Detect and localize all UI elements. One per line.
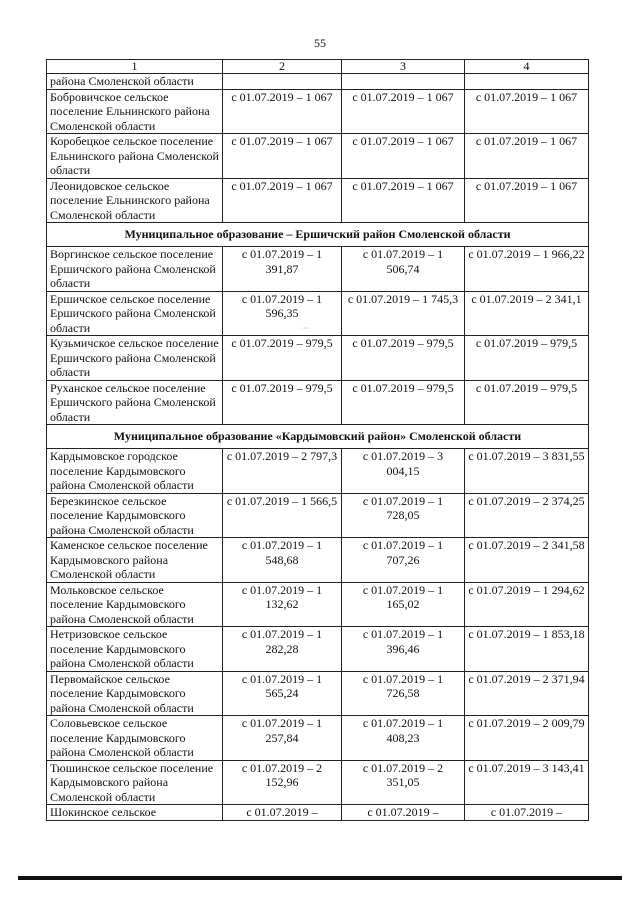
table-row — [47, 538, 589, 583]
table-row — [47, 380, 589, 425]
table-row — [47, 627, 589, 672]
table-row — [47, 716, 589, 761]
tariff-cell-c2: с 01.07.2019 – 2 797,3 — [223, 449, 342, 494]
tariff-cell-c4: с 01.07.2019 – 979,5 — [465, 380, 589, 425]
section-header: Муниципальное образование «Кардымовский район» Смоленской области — [47, 425, 589, 449]
column-header-4: 4 — [465, 60, 589, 74]
table-row — [47, 760, 589, 805]
table-row — [47, 336, 589, 381]
continuation-cell: района Смоленской области — [47, 74, 223, 90]
settlement-name-cell: Первомайское сельское поселение Кардымовского района Смоленской области — [47, 671, 223, 716]
settlement-name-cell: Каменское сельское поселение Кардымовского района Смоленской области — [47, 538, 223, 583]
table-row — [47, 449, 589, 494]
tariff-cell-c2: с 01.07.2019 – 979,5 — [223, 380, 342, 425]
tariff-cell-c3: с 01.07.2019 – 979,5 — [342, 336, 465, 381]
settlement-name-cell: Коробецкое сельское поселение Ельнинского района Смоленской области — [47, 134, 223, 179]
tariff-cell-c3: с 01.07.2019 – 3 004,15 — [342, 449, 465, 494]
tariff-cell-c3: с 01.07.2019 – 1 165,02 — [342, 582, 465, 627]
tariff-cell-c3: с 01.07.2019 – 1 067 — [342, 89, 465, 134]
tariff-cell-c2: с 01.07.2019 – 1 566,5 — [223, 493, 342, 538]
table-row — [47, 247, 589, 292]
tariff-cell-c4: с 01.07.2019 – 1 294,62 — [465, 582, 589, 627]
column-header-1: 1 — [47, 60, 223, 74]
tariff-cell-c4: с 01.07.2019 – 2 374,25 — [465, 493, 589, 538]
continuation-row — [47, 74, 589, 90]
tariff-cell-c3: с 01.07.2019 – 1 067 — [342, 178, 465, 223]
settlement-name-cell: Березкинское сельское поселение Кардымовского района Смоленской области — [47, 493, 223, 538]
settlement-name-cell: Шокинское сельское — [47, 805, 223, 821]
tariff-cell-c4: с 01.07.2019 – 1 067 — [465, 134, 589, 179]
tariff-cell-c2: с 01.07.2019 – 1 132,62 — [223, 582, 342, 627]
table-body — [47, 74, 589, 821]
tariff-table — [46, 59, 589, 821]
settlement-name-cell: Соловьевское сельское поселение Кардымовского района Смоленской области — [47, 716, 223, 761]
table-row — [47, 671, 589, 716]
settlement-name-cell: Кузьмичское сельское поселение Ершичского района Смоленской области — [47, 336, 223, 381]
tariff-cell-c4: с 01.07.2019 – 2 341,1 — [465, 291, 589, 336]
settlement-name-cell: Нетризовское сельское поселение Кардымовского района Смоленской области — [47, 627, 223, 672]
tariff-cell-c4: с 01.07.2019 – 2 371,94 — [465, 671, 589, 716]
tariff-cell-c3: с 01.07.2019 – 979,5 — [342, 380, 465, 425]
section-header-row — [47, 425, 589, 449]
table-row — [47, 89, 589, 134]
column-header-3: 3 — [342, 60, 465, 74]
tariff-cell-c4: с 01.07.2019 – 3 831,55 — [465, 449, 589, 494]
tariff-cell-c3: с 01.07.2019 – 1 726,58 — [342, 671, 465, 716]
tariff-cell-c3: с 01.07.2019 – 2 351,05 — [342, 760, 465, 805]
section-header-row — [47, 223, 589, 247]
tariff-cell-c3: с 01.07.2019 – 1 728,05 — [342, 493, 465, 538]
table-row — [47, 493, 589, 538]
tariff-cell-c2: с 01.07.2019 – 1 067 — [223, 134, 342, 179]
tariff-cell-c2: с 01.07.2019 – 1 067 — [223, 89, 342, 134]
page-number: 55 — [314, 36, 326, 50]
table-row — [47, 178, 589, 223]
settlement-name-cell: Руханское сельское поселение Ершичского района Смоленской области — [47, 380, 223, 425]
settlement-name-cell: Бобровичское сельское поселение Ельнинского района Смоленской области — [47, 89, 223, 134]
tariff-cell-c4: с 01.07.2019 – 979,5 — [465, 336, 589, 381]
column-header-2: 2 — [223, 60, 342, 74]
empty-cell — [223, 74, 342, 90]
settlement-name-cell: Мольковское сельское поселение Кардымовского района Смоленской области — [47, 582, 223, 627]
empty-cell — [342, 74, 465, 90]
tariff-cell-c4: с 01.07.2019 – — [465, 805, 589, 821]
tariff-cell-c3: с 01.07.2019 – 1 396,46 — [342, 627, 465, 672]
tariff-cell-c2: с 01.07.2019 – 1 596,35 — [223, 291, 342, 336]
tariff-cell-c2: с 01.07.2019 – 1 067 — [223, 178, 342, 223]
tariff-cell-c4: с 01.07.2019 – 2 009,79 — [465, 716, 589, 761]
tariff-cell-c2: с 01.07.2019 – 1 548,68 — [223, 538, 342, 583]
section-header: Муниципальное образование – Ершичский район Смоленской области — [47, 223, 589, 247]
column-number-row — [47, 60, 589, 74]
tariff-cell-c2: с 01.07.2019 – 1 282,28 — [223, 627, 342, 672]
page-bottom-border — [18, 876, 622, 880]
tariff-cell-c3: с 01.07.2019 – 1 408,23 — [342, 716, 465, 761]
tariff-cell-c4: с 01.07.2019 – 1 067 — [465, 178, 589, 223]
tariff-cell-c4: с 01.07.2019 – 1 067 — [465, 89, 589, 134]
table-row — [47, 291, 589, 336]
tariff-cell-c2: с 01.07.2019 – 979,5 — [223, 336, 342, 381]
tariff-cell-c2: с 01.07.2019 – 2 152,96 — [223, 760, 342, 805]
tariff-cell-c2: с 01.07.2019 – 1 391,87 — [223, 247, 342, 292]
tariff-cell-c4: с 01.07.2019 – 3 143,41 — [465, 760, 589, 805]
settlement-name-cell: Ершичское сельское поселение Ершичского района Смоленской области — [47, 291, 223, 336]
tariff-cell-c2: с 01.07.2019 – 1 257,84 — [223, 716, 342, 761]
tariff-cell-c3: с 01.07.2019 – 1 506,74 — [342, 247, 465, 292]
tariff-cell-c3: с 01.07.2019 – 1 745,3 — [342, 291, 465, 336]
empty-cell — [465, 74, 589, 90]
table-row — [47, 582, 589, 627]
tariff-cell-c2: с 01.07.2019 – — [223, 805, 342, 821]
tariff-cell-c4: с 01.07.2019 – 1 853,18 — [465, 627, 589, 672]
tariff-cell-c2: с 01.07.2019 – 1 565,24 — [223, 671, 342, 716]
tariff-cell-c4: с 01.07.2019 – 1 966,22 — [465, 247, 589, 292]
settlement-name-cell: Воргинское сельское поселение Ершичского района Смоленской области — [47, 247, 223, 292]
scan-artifact: °° — [303, 327, 308, 333]
table-row — [47, 805, 589, 821]
tariff-cell-c4: с 01.07.2019 – 2 341,58 — [465, 538, 589, 583]
tariff-cell-c3: с 01.07.2019 – 1 707,26 — [342, 538, 465, 583]
settlement-name-cell: Кардымовское городское поселение Кардымовского района Смоленской области — [47, 449, 223, 494]
settlement-name-cell: Тюшинское сельское поселение Кардымовского района Смоленской области — [47, 760, 223, 805]
tariff-cell-c3: с 01.07.2019 – — [342, 805, 465, 821]
table-row — [47, 134, 589, 179]
tariff-cell-c3: с 01.07.2019 – 1 067 — [342, 134, 465, 179]
settlement-name-cell: Леонидовское сельское поселение Ельнинского района Смоленской области — [47, 178, 223, 223]
